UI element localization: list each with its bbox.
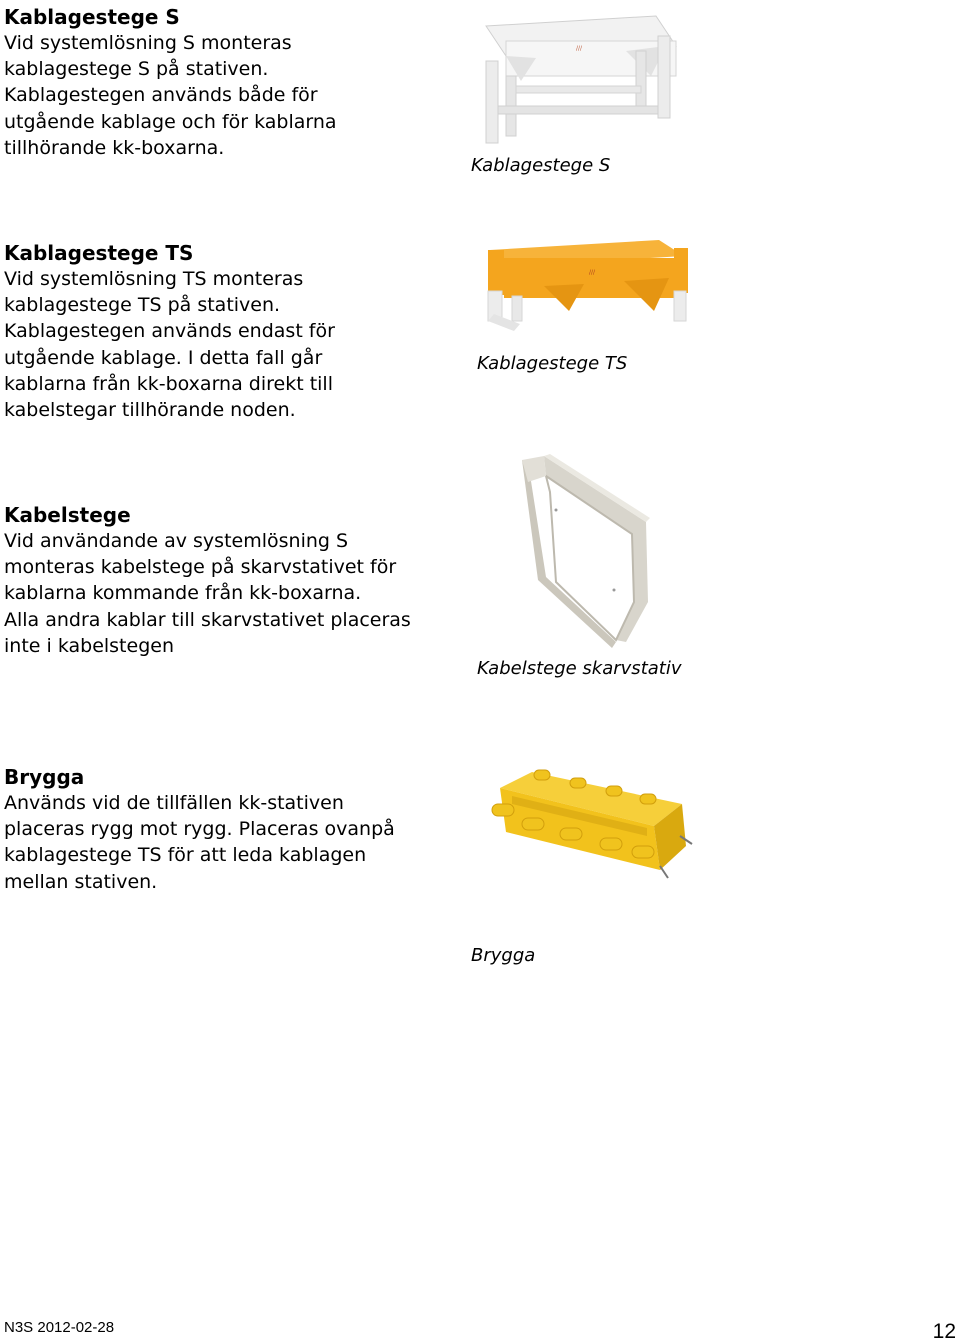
image-caption: Brygga xyxy=(471,945,536,966)
section-body: Vid systemlösning TS monteras kablagestege TS på stativen. Kablagestegen används endast för utgående kablage. I detta fall går kablarna från kk-boxarna direkt till kabelstegar tillhörande noden. xyxy=(4,268,335,422)
section-kabelstege xyxy=(4,502,444,659)
image-caption: Kabelstege skarvstativ xyxy=(477,658,682,679)
section-kablagestege-ts xyxy=(4,240,444,423)
kablagestege-s-image xyxy=(476,6,686,148)
kabelstege-skarvstativ-image xyxy=(516,452,656,652)
section-kablagestege-s xyxy=(4,4,444,161)
section-body: Används vid de tillfällen kk-stativen placeras rygg mot rygg. Placeras ovanpå kablagestege TS för att leda kablagen mellan stativen. xyxy=(4,792,395,893)
brygga-image xyxy=(482,766,694,890)
image-caption: Kablagestege TS xyxy=(477,353,628,374)
kablagestege-ts-image xyxy=(484,236,694,336)
svg-text:///: /// xyxy=(576,45,583,52)
section-title: Kabelstege xyxy=(4,503,131,527)
image-caption: Kablagestege S xyxy=(471,155,611,176)
page-number: 12 xyxy=(932,1320,956,1343)
section-title: Kablagestege TS xyxy=(4,241,194,265)
section-brygga xyxy=(4,764,444,895)
section-body: Vid systemlösning S monteras kablagestege S på stativen. Kablagestegen används både för utgående kablage och för kablarna tillhörande kk-boxarna. xyxy=(4,32,337,159)
footer-document-id: N3S 2012-02-28 xyxy=(4,1319,115,1336)
section-title: Kablagestege S xyxy=(4,5,180,29)
section-title: Brygga xyxy=(4,765,85,789)
svg-text:///: /// xyxy=(589,269,596,276)
section-body: Vid användande av systemlösning S monteras kabelstege på skarvstativet för kablarna kommande från kk-boxarna. Alla andra kablar till skarvstativet placeras inte i kabelstegen xyxy=(4,530,411,657)
